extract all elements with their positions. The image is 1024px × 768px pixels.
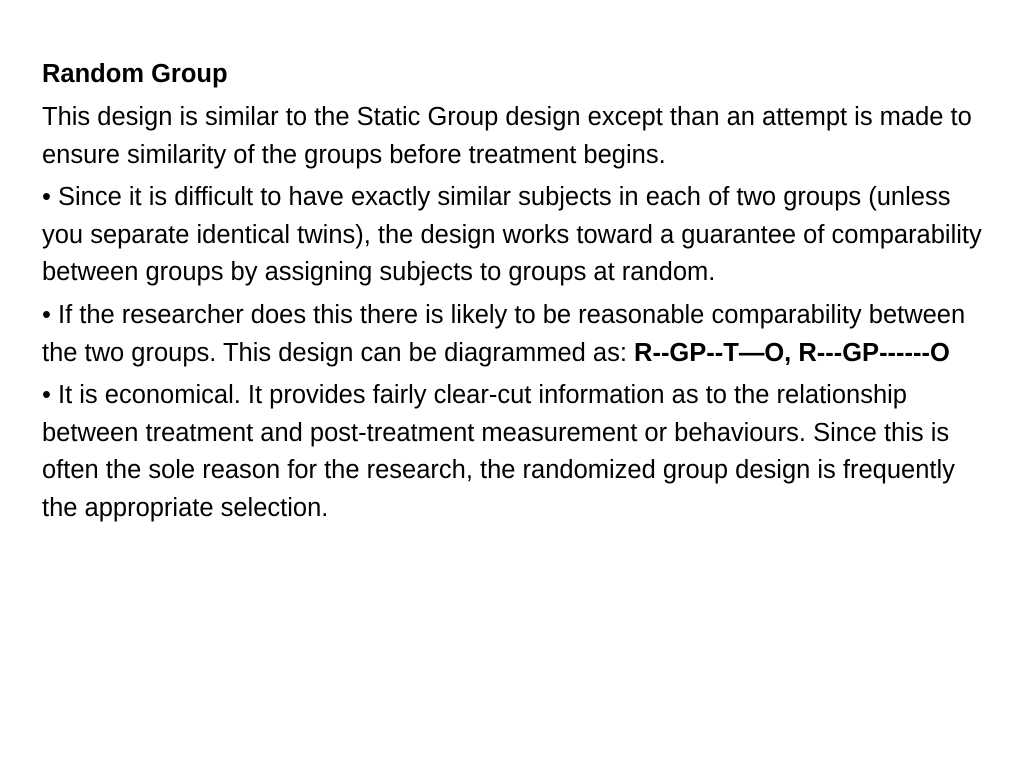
bullet-comparability <box>42 297 992 372</box>
bullet-economical <box>42 377 992 527</box>
bullet-random-assignment <box>42 179 992 292</box>
bullet-text: • Since it is difficult to have exactly similar subjects in each of two groups (unless you separate identical twins), the design works toward a guarantee of comparability between groups by assigning subjects to groups at random. <box>42 183 982 287</box>
design-formula: R--GP--T—O, R---GP------O <box>634 338 950 367</box>
bullet-text: • It is economical. It provides fairly clear-cut information as to the relationship between treatment and post-treatment measurement or behaviours. Since this is often the sole reason for the research, the randomized group design is frequently the appropriate selection. <box>42 381 955 522</box>
intro-paragraph: This design is similar to the Static Group design except than an attempt is made to ensure similarity of the groups before treatment begins. <box>42 103 972 169</box>
slide-content <box>42 54 992 533</box>
bullet-text: • If the researcher does this there is likely to be reasonable comparability between the two groups. This design can be diagrammed as: <box>42 300 966 367</box>
slide-title: Random Group <box>42 60 228 88</box>
